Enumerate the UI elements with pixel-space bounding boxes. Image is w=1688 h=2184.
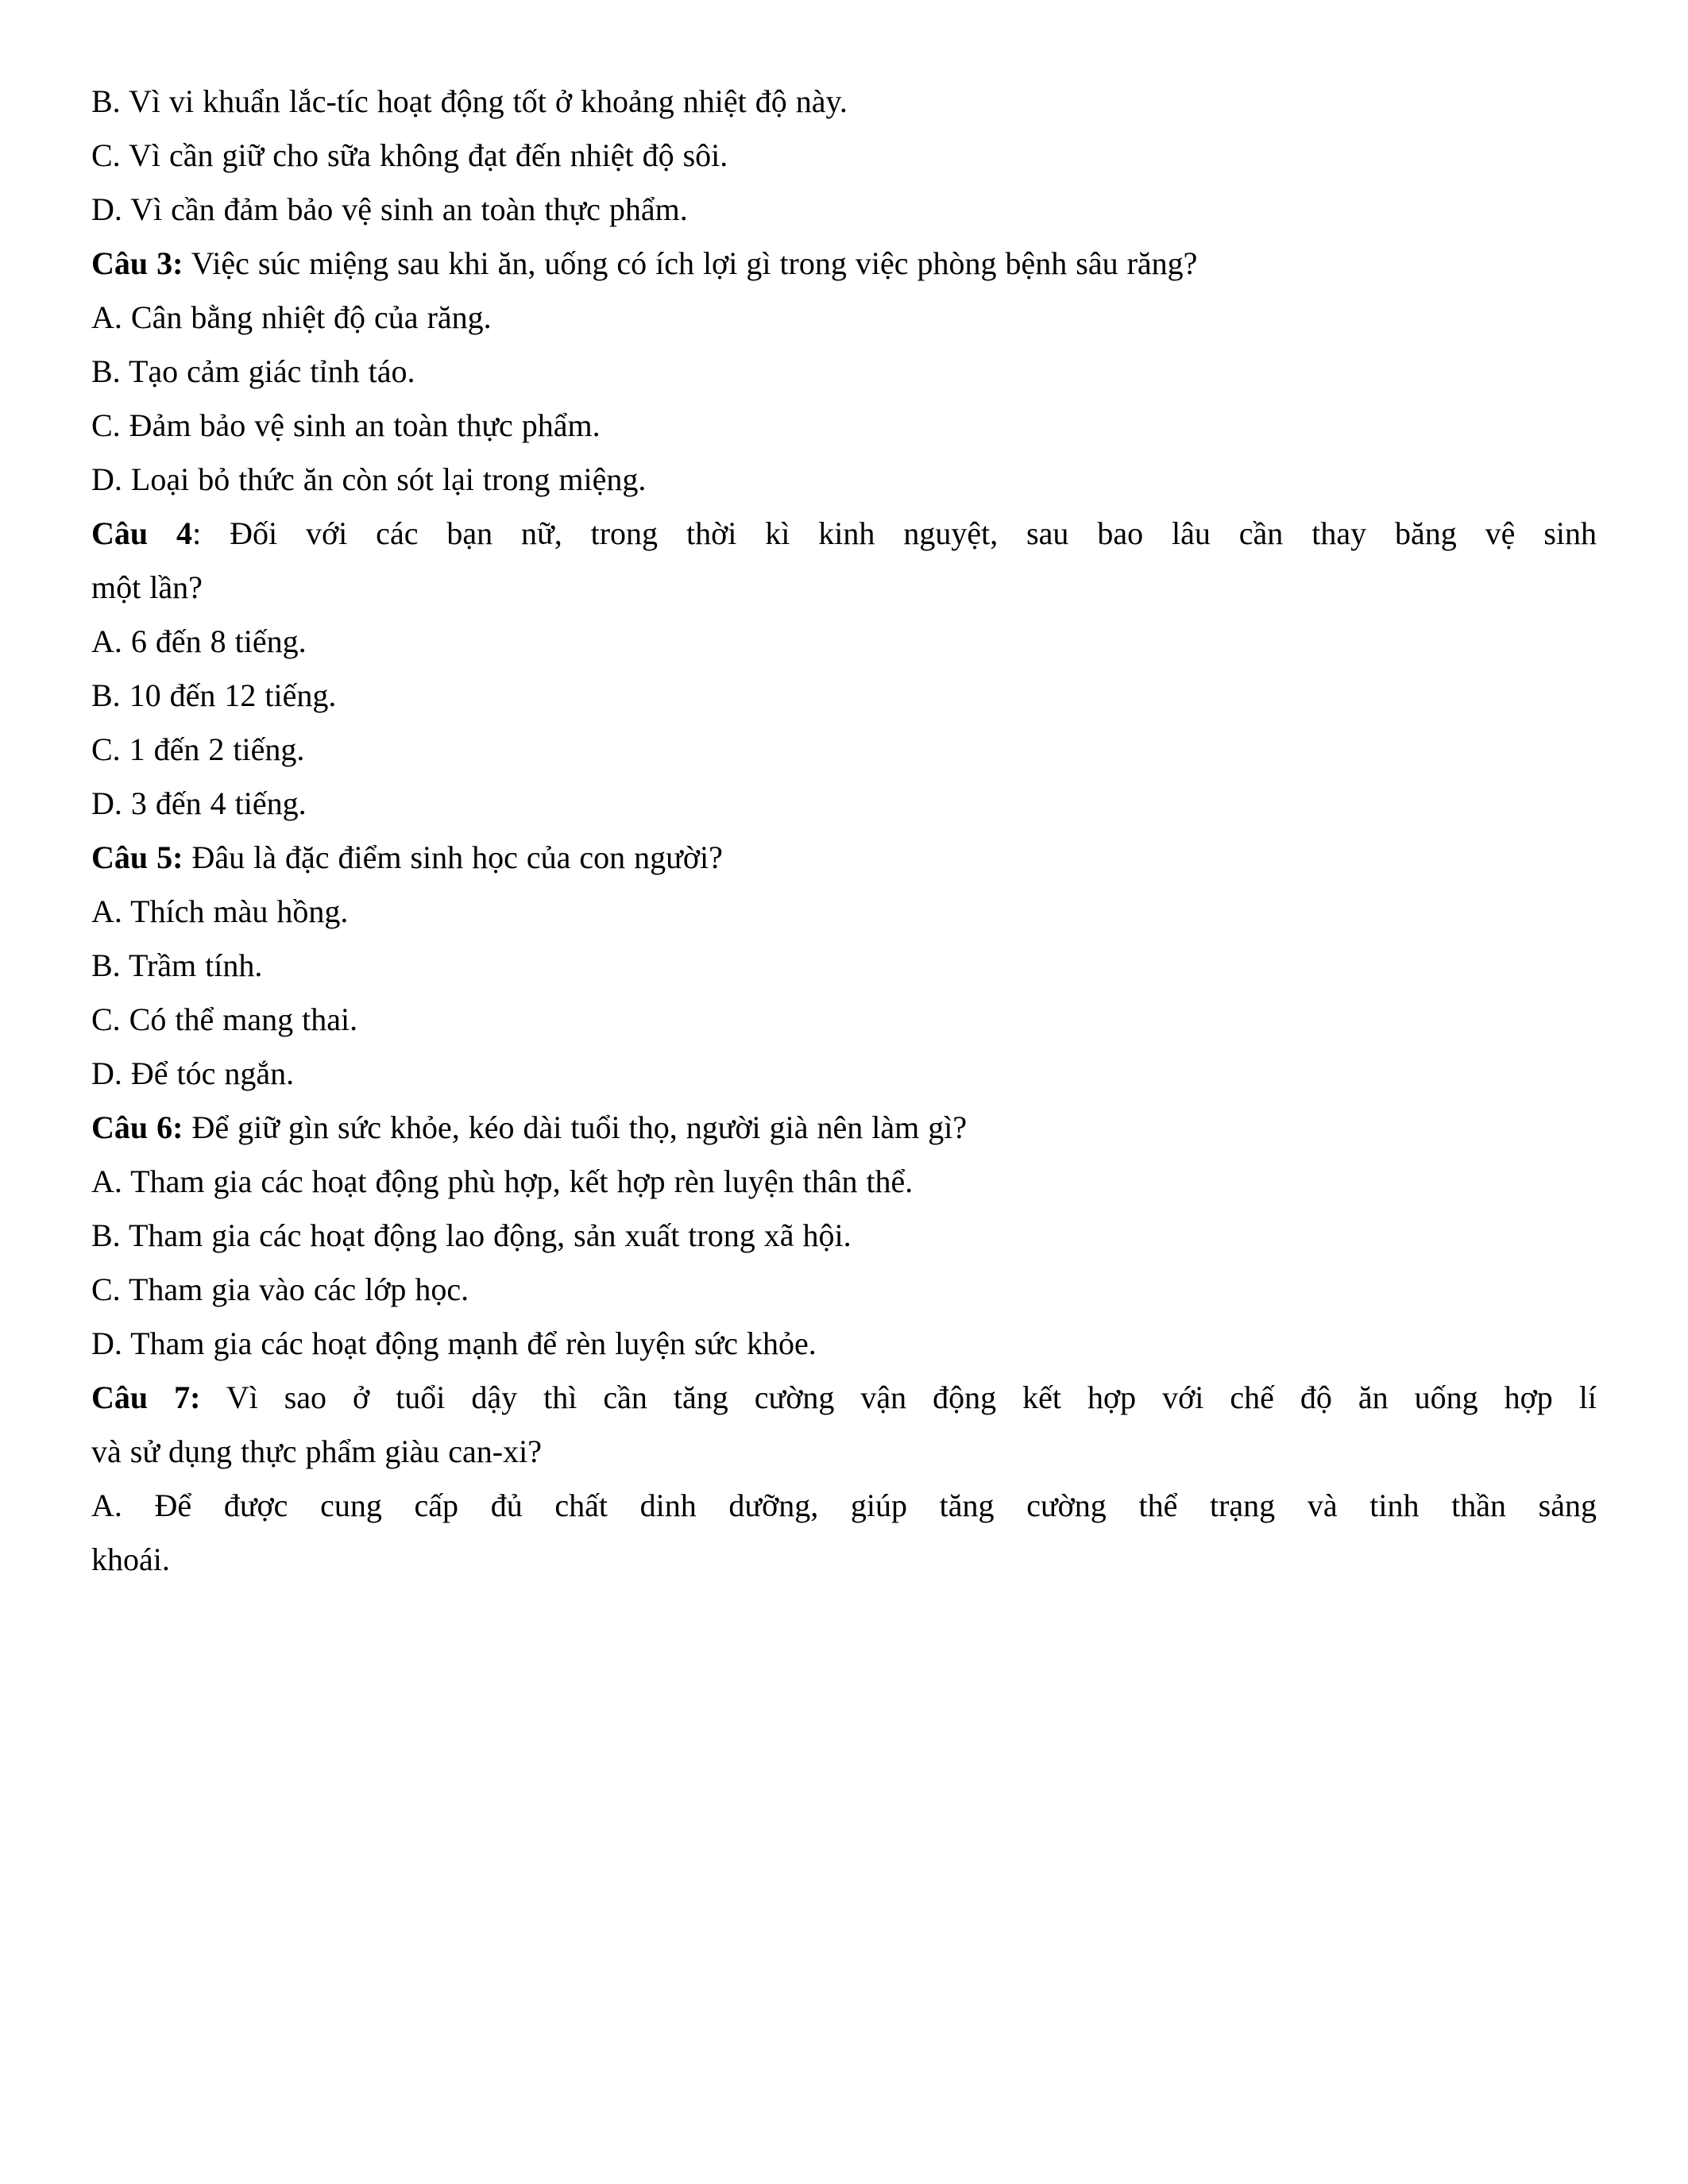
answer-option-line: A. Tham gia các hoạt động phù hợp, kết hợp rèn luyện thân thể. [91, 1163, 914, 1199]
answer-option-line: B. Vì vi khuẩn lắc-tíc hoạt động tốt ở khoảng nhiệt độ này. [91, 83, 848, 119]
question-line: Câu 5: Đâu là đặc điểm sinh học của con người? [91, 839, 723, 875]
document-body [91, 75, 1597, 1587]
answer-option-line: D. Tham gia các hoạt động mạnh để rèn luyện sức khỏe. [91, 1325, 817, 1361]
question-line: Câu 3: Việc súc miệng sau khi ăn, uống có ích lợi gì trong việc phòng bệnh sâu răng? [91, 245, 1198, 281]
answer-option-line: D. 3 đến 4 tiếng. [91, 785, 307, 821]
question-line: Câu 4: Đối với các bạn nữ, trong thời kì kinh nguyệt, sau bao lâu cần thay băng vệ sinh [91, 515, 1597, 551]
answer-option-line: B. 10 đến 12 tiếng. [91, 677, 337, 713]
question-number: Câu 7: [91, 1379, 201, 1415]
question-line: Câu 7: Vì sao ở tuổi dậy thì cần tăng cường vận động kết hợp với chế độ ăn uống hợp lí [91, 1379, 1597, 1415]
answer-option-line: B. Tạo cảm giác tỉnh táo. [91, 353, 415, 389]
answer-option-line: D. Để tóc ngắn. [91, 1055, 295, 1091]
question-line: một lần? [91, 569, 203, 605]
question-line: Câu 6: Để giữ gìn sức khỏe, kéo dài tuổi thọ, người già nên làm gì? [91, 1109, 968, 1145]
answer-option-line: khoái. [91, 1542, 170, 1577]
answer-option-line: A. Để được cung cấp đủ chất dinh dưỡng, giúp tăng cường thể trạng và tinh thần sảng [91, 1488, 1597, 1523]
answer-option-line: C. Tham gia vào các lớp học. [91, 1271, 469, 1307]
question-number: Câu 6: [91, 1109, 183, 1145]
answer-option-line: A. Thích màu hồng. [91, 893, 349, 929]
answer-option-line: B. Trầm tính. [91, 947, 263, 983]
answer-option-line: B. Tham gia các hoạt động lao động, sản xuất trong xã hội. [91, 1217, 852, 1253]
answer-option-line: A. 6 đến 8 tiếng. [91, 623, 307, 659]
question-number: Câu 3: [91, 245, 183, 281]
answer-option-line: C. Có thể mang thai. [91, 1001, 358, 1037]
answer-option-line: D. Loại bỏ thức ăn còn sót lại trong miệng. [91, 461, 647, 497]
answer-option-line: D. Vì cần đảm bảo vệ sinh an toàn thực phẩm. [91, 191, 688, 227]
question-number: Câu 4 [91, 515, 193, 551]
answer-option-line: C. Vì cần giữ cho sữa không đạt đến nhiệt độ sôi. [91, 137, 728, 173]
answer-option-line: A. Cân bằng nhiệt độ của răng. [91, 299, 492, 335]
question-number: Câu 5: [91, 839, 183, 875]
answer-option-line: C. Đảm bảo vệ sinh an toàn thực phẩm. [91, 407, 601, 443]
answer-option-line: C. 1 đến 2 tiếng. [91, 731, 305, 767]
question-line: và sử dụng thực phẩm giàu can-xi? [91, 1433, 542, 1469]
